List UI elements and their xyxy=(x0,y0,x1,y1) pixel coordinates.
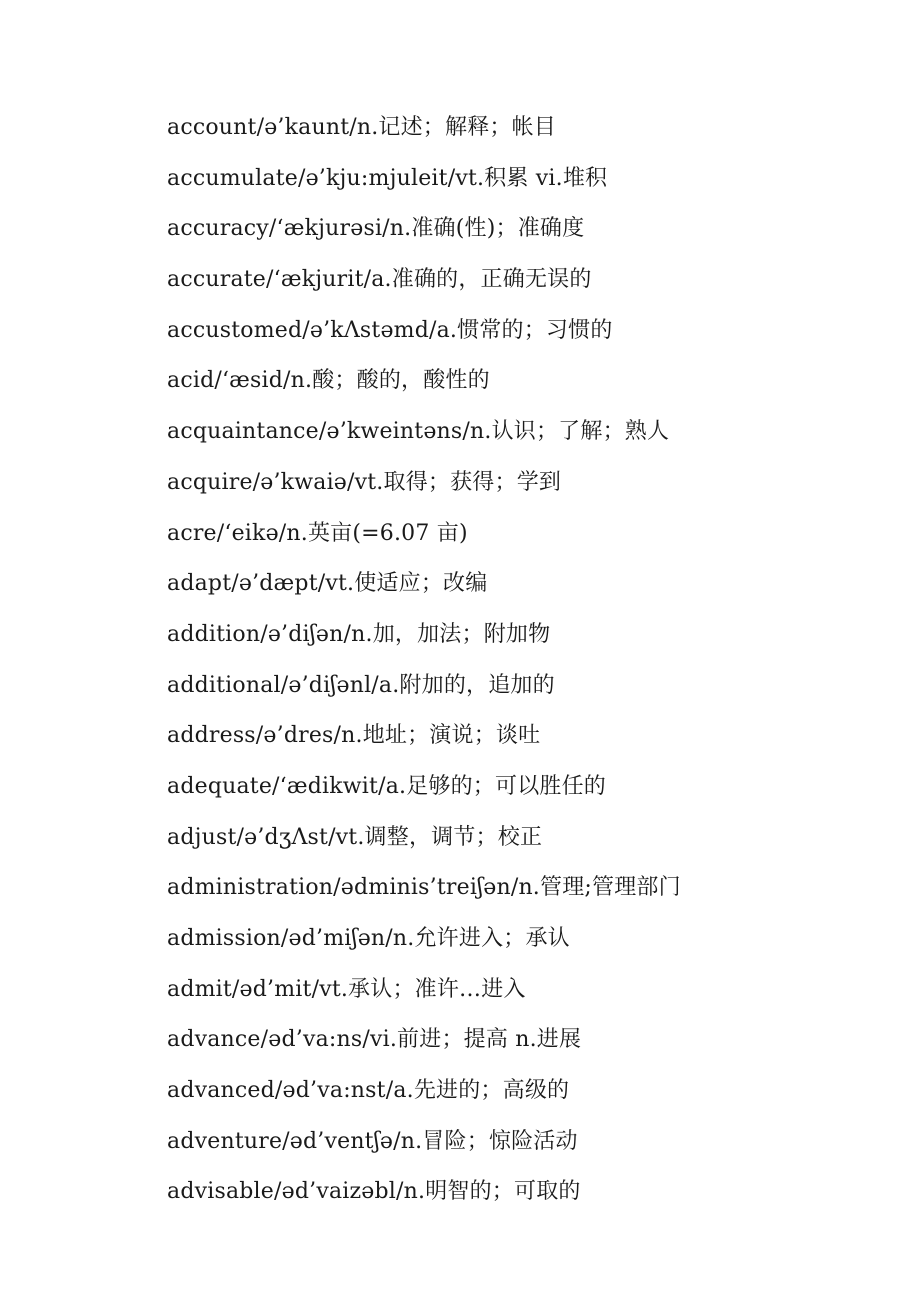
entry-acid: acid/‘æsid/n.酸；酸的，酸性的 xyxy=(167,368,490,394)
entry-additional: additional/ə’diʃənl/a.附加的，追加的 xyxy=(167,672,555,698)
entry-accurate: accurate/‘ækjurit/a.准确的，正确无误的 xyxy=(167,267,592,293)
entry-admission: admission/əd’miʃən/n.允许进入；承认 xyxy=(167,926,570,951)
entry-accuracy: accuracy/‘ækjurəsi/n.准确(性)；准确度 xyxy=(167,216,585,242)
entry-admit: admit/əd’mit/vt.承认；准许…进入 xyxy=(167,976,526,1002)
entry-accustomed: accustomed/ə’kΛstəmd/a.惯常的；习惯的 xyxy=(167,317,613,343)
vocabulary-list xyxy=(167,110,681,1225)
entry-administration: administration/ədminis’treiʃən/n.管理;管理部门 xyxy=(167,875,681,901)
entry-advance: advance/əd’va:ns/vi.前进；提高 n.进展 xyxy=(167,1027,582,1053)
entry-advanced: advanced/əd’va:nst/a.先进的；高级的 xyxy=(167,1078,570,1104)
entry-acre: acre/‘eikə/n.英亩(=6.07 亩) xyxy=(167,520,468,546)
entry-addition: addition/ə’diʃən/n.加，加法；附加物 xyxy=(167,621,551,647)
entry-accumulate: accumulate/ə’kju:mjuleit/vt.积累 vi.堆积 xyxy=(167,165,608,191)
entry-address: address/ə’dres/n.地址；演说；谈吐 xyxy=(167,723,541,749)
entry-acquire: acquire/ə’kwaiə/vt.取得；获得；学到 xyxy=(167,469,562,495)
entry-account: account/ə’kaunt/n.记述；解释；帐目 xyxy=(167,115,557,140)
entry-advisable: advisable/əd’vaizəbl/n.明智的；可取的 xyxy=(167,1179,581,1205)
entry-adequate: adequate/‘ædikwit/a.足够的；可以胜任的 xyxy=(167,773,607,799)
entry-adjust: adjust/ə’dʒΛst/vt.调整，调节；校正 xyxy=(167,824,543,850)
entry-adventure: adventure/əd’ventʃə/n.冒险；惊险活动 xyxy=(167,1128,578,1154)
entry-acquaintance: acquaintance/ə’kweintəns/n.认识；了解；熟人 xyxy=(167,419,670,445)
entry-adapt: adapt/ə’dæpt/vt.使适应；改编 xyxy=(167,571,488,597)
